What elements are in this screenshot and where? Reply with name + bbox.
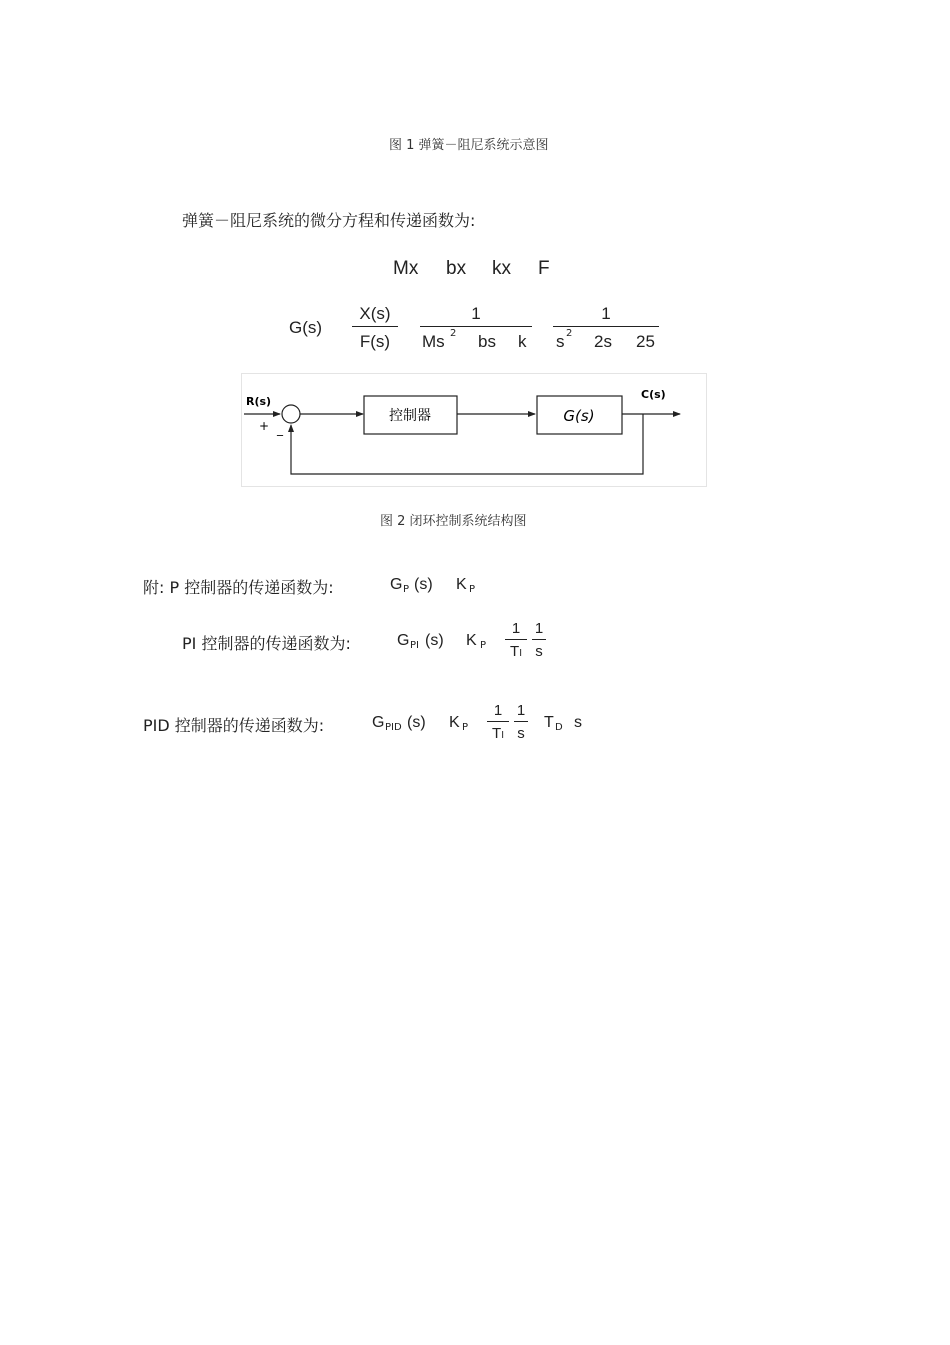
fraction-bar [487,721,509,722]
figure-1-caption: 图 1 弹簧－阻尼系统示意图 [389,138,549,153]
tf-f2-den-bs: bs [478,332,496,351]
tf-f2-den-sup: 2 [450,328,457,339]
figure-2-caption: 图 2 闭环控制系统结构图 [380,514,527,529]
fraction-bar [352,326,398,327]
pi-ti [505,643,527,660]
tf-fraction-3-num: 1 [601,304,611,323]
pi-k-sub: P [480,640,487,651]
tf-fraction-2-num: 1 [471,304,481,323]
tf-lhs: G(s) [289,318,323,337]
tf-fraction-2 [420,304,532,353]
p-controller-label: 附: P 控制器的传递函数为: [143,578,334,597]
pi-controller-label: PI 控制器的传递函数为: [182,634,351,653]
pid-fraction-1-over-s [514,702,528,742]
output-label: C(s) [641,388,666,401]
pid-fraction-1-over-ti [487,702,509,742]
input-label: R(s) [246,395,272,408]
pi-k: K [466,632,477,649]
tf-fraction-2-den [420,327,532,353]
summing-junction [282,405,300,423]
pid-t-sub: I [501,730,504,741]
pi-g: G [397,632,410,649]
pid-g-sub: PID [385,722,402,733]
diagram-frame [242,374,707,487]
fraction-bar [514,721,528,722]
tf-fraction-1 [352,304,398,352]
plant-label: G(s) [563,407,595,425]
pi-g-sub: PI [410,640,419,651]
pid-controller-label: PID 控制器的传递函数为: [143,716,325,735]
pid-ti [487,725,509,742]
pi-t-sub: I [519,648,522,659]
ode-term-f: F [538,258,550,279]
controller-label: 控制器 [389,408,431,424]
minus-sign: _ [277,422,283,436]
ode-term-bx: bx [446,258,467,279]
pi-one-b: 1 [534,620,544,637]
tf-f2-den-k: k [518,332,527,351]
pi-one-a: 1 [511,620,521,637]
tf-f3-den-s: s [556,332,565,351]
tf-f3-den-sup: 2 [566,328,573,339]
p-k-sub: P [469,584,476,595]
pid-g: G [372,714,385,731]
p-g: G [390,576,403,593]
pid-k: K [449,714,460,731]
p-k: K [456,576,467,593]
pid-arg: (s) [407,714,426,731]
fraction-bar [532,639,546,640]
tf-fraction-3 [553,304,659,353]
pid-t: T [492,725,502,742]
closed-loop-block-diagram [241,373,707,487]
ode-term-mx: Mx [393,258,419,279]
p-arg: (s) [414,576,433,593]
pi-fraction-1-over-s [532,620,546,660]
pid-td: T [544,714,554,731]
pi-s: s [535,643,543,660]
pi-arg: (s) [425,632,444,649]
tf-fraction-1-num: X(s) [359,304,391,323]
pid-k-sub: P [462,722,469,733]
plus-sign: + [259,419,270,433]
fraction-bar [505,639,527,640]
pid-td-sub: D [555,722,563,733]
pid-s-tail: s [574,714,582,731]
tf-f3-den-2s: 2s [594,332,612,351]
tf-fraction-3-den [553,327,659,353]
tf-fraction-1-den: F(s) [359,332,391,351]
pi-fraction-1-over-ti [505,620,527,660]
tf-f3-den-25: 25 [636,332,655,351]
tf-f2-den-ms: Ms [422,332,445,351]
pi-t: T [510,643,520,660]
p-g-sub: P [403,584,410,595]
pid-one-b: 1 [516,702,526,719]
intro-text: 弹簧－阻尼系统的微分方程和传递函数为: [182,211,476,230]
pid-s: s [517,725,525,742]
pid-one-a: 1 [493,702,503,719]
ode-term-kx: kx [492,258,511,279]
